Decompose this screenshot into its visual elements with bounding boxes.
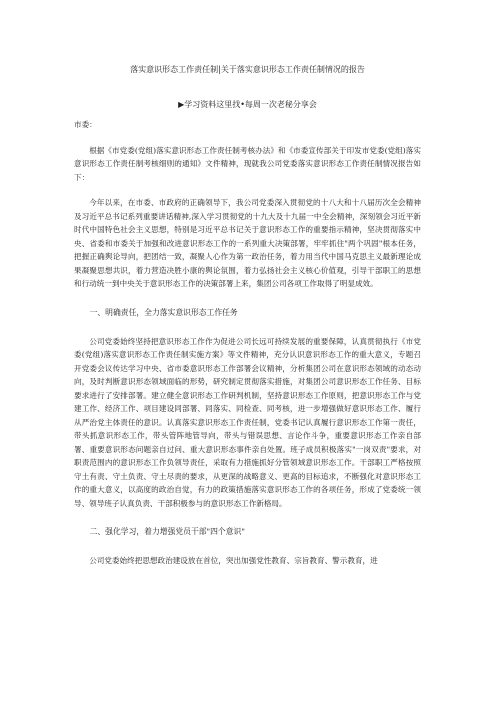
document-title: 落实意识形态工作责任制|关于落实意识形态工作责任制情况的报告 [130,65,365,74]
section-2-heading: 二、强化学习，着力增强党员干部"四个意识" [89,527,245,536]
summary-paragraph: 今年以来，在市委、市政府的正确领导下，我公司党委深入贯彻党的十八大和十八届历次全会精神及习近平总书记系列重要讲话精神,深入学习贯彻党的十九大及十九届一中全会精神，深刻领会习近平新时代中国特色社会主义思想，特别是习近平总书记关于意识形态工作的重要指示精神，坚决贯彻落实中央、省委和市委关于加强和改进意识形态工作的一系列重大决策部署，牢牢抓住"两个巩固"根本任务，把握正确舆论导向，把团结一致，凝聚人心作为第一政治任务，着力用当代中国马克思主义最新理论成果凝聚思想共识，着力营造决胜小康的舆论氛围，着力弘扬社会主义核心价值观，引导干部职工的思想和行动统一到中央关于意识形态工作的决策部署上来，集团公司各项工作取得了明显成效。 [74,198,421,288]
share-line: ▶学习资料这里找•每周一次老秘分享会 [178,100,317,109]
salutation: 市委： [74,120,97,129]
section-1-heading: 一、明确责任，全力落实意识形态工作任务 [89,307,238,317]
section-1-paragraph: 公司党委始终坚持把意识形态工作作为促进公司长远可持续发展的重要保障，认真贯彻执行《市党委(党组)落实意识形态工作责任制实施方案》等文件精神，充分认识意识形态工作的重大意义，专题召开党委会议传达学习中央、省市委意识形态工作部署会议精神，分析集团公司在意识形态领域的动态动向，及时判断意识形态领域面临的形势，研究制定贯彻落实措施，对集团公司意识形态工作任务、目标要求进行了安排部署。建立健全意识形态工作研判机制，坚持意识形态工作原则，把意识形态工作与党建工作、经济工作、项目建设同部署、同落实、同检查、同考核，进一步增强做好意识形态工作、履行从严治党主体责任的意识。认真落实意识形态工作责任制，党委书记认真履行意识形态工作第一责任，带头抓意识形态工作，带头管阵地管导向，带头与错误思想、言论作斗争，重要意识形态工作亲自部署、重要意识形态问题亲自过问、重大意识形态事件亲自处置。班子成员积极落实"一岗双责"要求，对职责范围内的意识形态工作负领导责任，采取有力措施抓好分管领域意识形态工作。干部职工严格按照守土有责、守土负责、守土尽责的要求，从更深的战略意义、更高的目标追求，不断强化对意识形态工作的重大意义，以高度的政治自觉，有力的政策措施落实意识形态工作的各项任务，形成了党委统一领导、领导班子认真负责、干部积极参与的意识形态工作新格局。 [74,336,421,508]
intro-paragraph: 根据《市党委(党组)落实意识形态工作责任制考核办法》和《市委宣传部关于印发市党委(党组)落实意识形态工作责任制考核细则的通知》文件精神，现就我公司党委落实意识形态工作责任制情况报告如下： [74,145,421,182]
section-2-paragraph: 公司党委始终把思想政治建设放在首位，突出加强党性教育、宗旨教育、警示教育，进 [89,556,378,565]
